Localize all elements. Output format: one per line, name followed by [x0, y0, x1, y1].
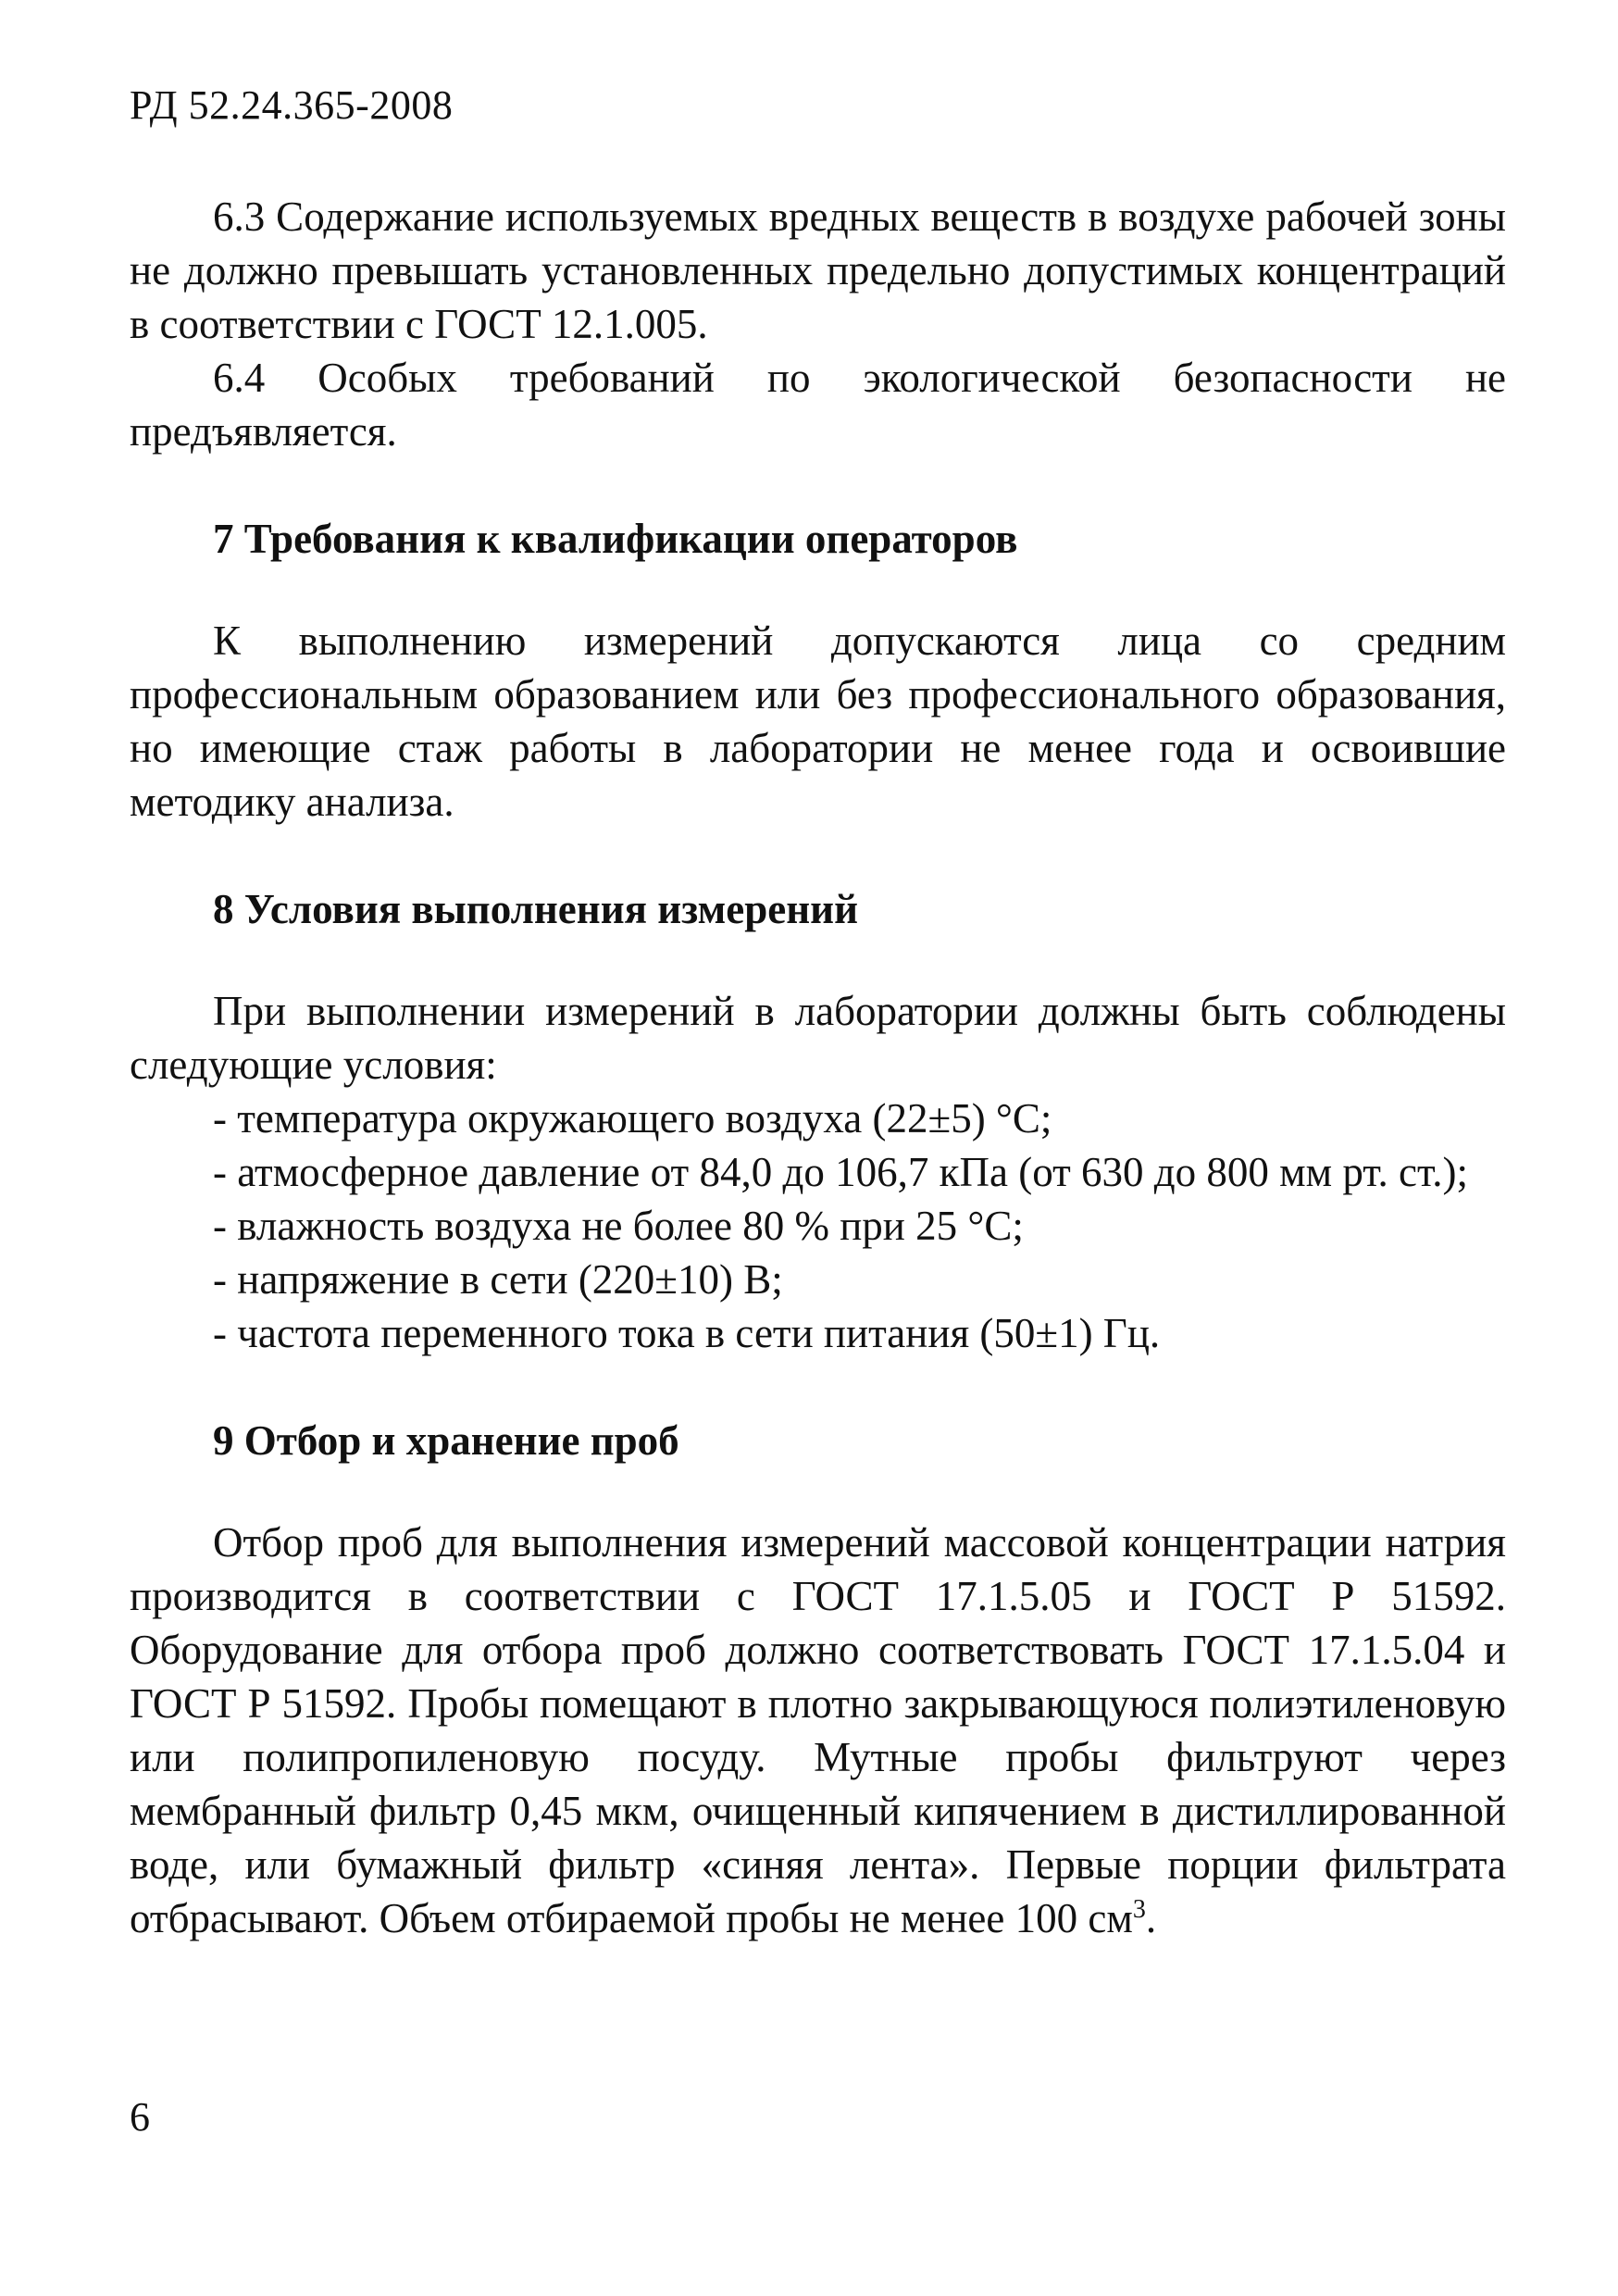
cubic-superscript: 3: [1132, 1895, 1146, 1924]
section-8-intro: При выполнении измерений в лаборатории должны быть соблюдены следующие условия:: [130, 988, 1506, 1088]
conditions-list: [130, 1092, 1506, 1360]
section-7-heading: 7 Требования к квалификации операторов: [213, 516, 1018, 562]
section-9-end: .: [1145, 1895, 1157, 1941]
condition-humidity: - влажность воздуха не более 80 % при 25 °С;: [213, 1203, 1024, 1249]
section-9-heading: 9 Отбор и хранение проб: [213, 1417, 679, 1464]
section-9-body: Отбор проб для выполнения измерений массовой концентрации натрия производится в соответствии с ГОСТ 17.1.5.05 и ГОСТ Р 51592. Оборудование для отбора проб должно соответствовать ГОСТ 17.1.5.04 и ГОСТ Р 51592. Пробы помещают в плотно закрывающуюся полиэтиленовую или полипропиленовую посуду. Мутные пробы фильтруют через мембранный фильтр 0,45 мкм, очищенный кипячением в дистиллированной воде, или бумажный фильтр «синяя лента». Первые порции фильтрата отбрасывают. Объем отбираемой пробы не менее 100 см: [130, 1519, 1506, 1941]
section-7-text: К выполнению измерений допускаются лица со средним профессиональным образованием или без профессионального образования, но имеющие стаж работы в лаборатории не менее года и освоившие методику анализа.: [130, 618, 1506, 825]
section-9-text: [130, 1516, 1506, 1945]
condition-temperature: - температура окружающего воздуха (22±5) °С;: [213, 1095, 1052, 1142]
condition-frequency: - частота переменного тока в сети питания (50±1) Гц.: [213, 1310, 1161, 1356]
condition-voltage: - напряжение в сети (220±10) В;: [213, 1256, 783, 1303]
paragraph-6-4: 6.4 Особых требований по экологической безопасности не предъявляется.: [130, 355, 1506, 455]
condition-pressure: - атмосферное давление от 84,0 до 106,7 кПа (от 630 до 800 мм рт. ст.);: [213, 1149, 1469, 1195]
section-8-heading: 8 Условия выполнения измерений: [213, 886, 858, 932]
page-content: [130, 190, 1506, 1945]
document-code: РД 52.24.365-2008: [130, 82, 454, 128]
paragraph-6-3: 6.3 Содержание используемых вредных веществ в воздухе рабочей зоны не должно превышать установленных предельно допустимых концентраций в соответствии с ГОСТ 12.1.005.: [130, 193, 1506, 347]
page-number: 6: [130, 2094, 150, 2140]
